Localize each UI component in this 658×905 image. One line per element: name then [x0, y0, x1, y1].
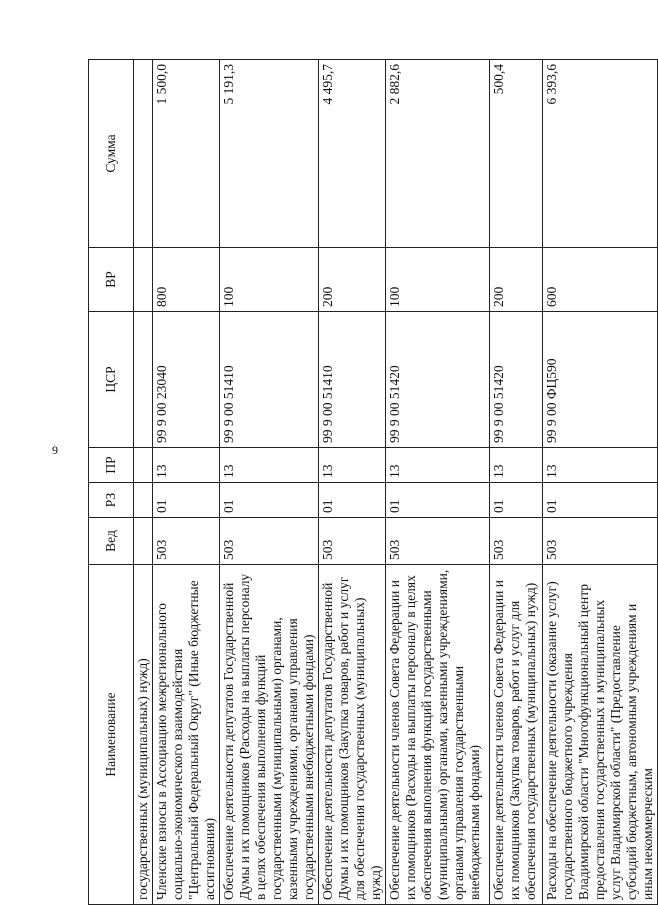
cell-csr: 99 9 00 23040 [153, 312, 220, 448]
cell-ved: 503 [543, 518, 658, 565]
cell-name: государственных (муниципальных) нужд) [134, 565, 153, 905]
cell-csr: 99 9 00 ФЦ590 [543, 312, 658, 448]
cell-csr: 99 9 00 51420 [490, 312, 543, 448]
cell-pr: 13 [386, 448, 490, 483]
cell-vr: 200 [319, 248, 386, 312]
budget-table [88, 59, 658, 905]
cell-sum [134, 60, 153, 248]
cell-ved: 503 [386, 518, 490, 565]
cell-rz: 01 [319, 483, 386, 518]
cell-sum: 500,4 [490, 60, 543, 248]
header-ved: Вед [89, 518, 134, 565]
cell-ved: 503 [220, 518, 319, 565]
cell-rz: 01 [386, 483, 490, 518]
cell-pr: 13 [220, 448, 319, 483]
cell-ved: 503 [319, 518, 386, 565]
page-number: 9 [52, 443, 58, 457]
header-rz: РЗ [89, 483, 134, 518]
cell-rz: 01 [153, 483, 220, 518]
cell-vr: 600 [543, 248, 658, 312]
header-name: Наименование [89, 565, 134, 905]
table-row [319, 60, 386, 905]
cell-name: Обеспечение деятельности депутатов Государственной Думы и их помощников (Закупка товаров, работ и услуг для обеспечения государственных (муниципальных) нужд) [319, 565, 386, 905]
table-row [543, 60, 658, 905]
cell-pr [134, 448, 153, 483]
cell-sum: 5 191,3 [220, 60, 319, 248]
cell-name: Членские взносы в Ассоциацию межрегионального социально-экономического взаимодействия "Центральный Федеральный Округ" (Иные бюджетные ассигнования) [153, 565, 220, 905]
header-sum: Сумма [89, 60, 134, 248]
header-csr: ЦСР [89, 312, 134, 448]
cell-pr: 13 [153, 448, 220, 483]
cell-csr: 99 9 00 51410 [319, 312, 386, 448]
cell-rz: 01 [220, 483, 319, 518]
cell-pr: 13 [543, 448, 658, 483]
cell-csr [134, 312, 153, 448]
cell-vr [134, 248, 153, 312]
table-row [134, 60, 153, 905]
cell-pr: 13 [319, 448, 386, 483]
table-row [490, 60, 543, 905]
cell-rz: 01 [490, 483, 543, 518]
header-pr: ПР [89, 448, 134, 483]
cell-vr: 100 [220, 248, 319, 312]
cell-sum: 1 500,0 [153, 60, 220, 248]
cell-ved: 503 [153, 518, 220, 565]
cell-name: Обеспечение деятельности депутатов Государственной Думы и их помощников (Расходы на выплаты персоналу в целях обеспечения выполнения функций государственными (муниципальными) органами, казенными учреждениями, органами управления государственными внебюджетными фондами) [220, 565, 319, 905]
cell-rz [134, 483, 153, 518]
cell-sum: 4 495,7 [319, 60, 386, 248]
cell-ved: 503 [490, 518, 543, 565]
table-row [386, 60, 490, 905]
cell-vr: 100 [386, 248, 490, 312]
cell-sum: 2 882,6 [386, 60, 490, 248]
rotated-page-content [88, 60, 655, 905]
header-vr: ВР [89, 248, 134, 312]
cell-vr: 800 [153, 248, 220, 312]
cell-name: Обеспечение деятельности членов Совета Федерации и их помощников (Закупка товаров, работ и услуг для обеспечения государственных (муниципальных) нужд) [490, 565, 543, 905]
table-row [220, 60, 319, 905]
table-header-row [89, 60, 134, 905]
cell-csr: 99 9 00 51410 [220, 312, 319, 448]
cell-rz: 01 [543, 483, 658, 518]
cell-pr: 13 [490, 448, 543, 483]
cell-name: Расходы на обеспечение деятельности (оказание услуг) государственного бюджетного учреждения Владимирской области "Многофункциональный центр предоставления государственных и муниципальных услуг Владимирской области" (Предоставление субсидий бюджетным, автономным учреждениям и иным некоммерческим [543, 565, 658, 905]
cell-ved [134, 518, 153, 565]
cell-name: Обеспечение деятельности членов Совета Федерации и их помощников (Расходы на выплаты персоналу в целях обеспечения выполнения функций государственными (муниципальными) органами, казенными учреждениями, органами управления государственными внебюджетными фондами) [386, 565, 490, 905]
cell-csr: 99 9 00 51420 [386, 312, 490, 448]
cell-vr: 200 [490, 248, 543, 312]
cell-sum: 6 393,6 [543, 60, 658, 248]
table-row [153, 60, 220, 905]
